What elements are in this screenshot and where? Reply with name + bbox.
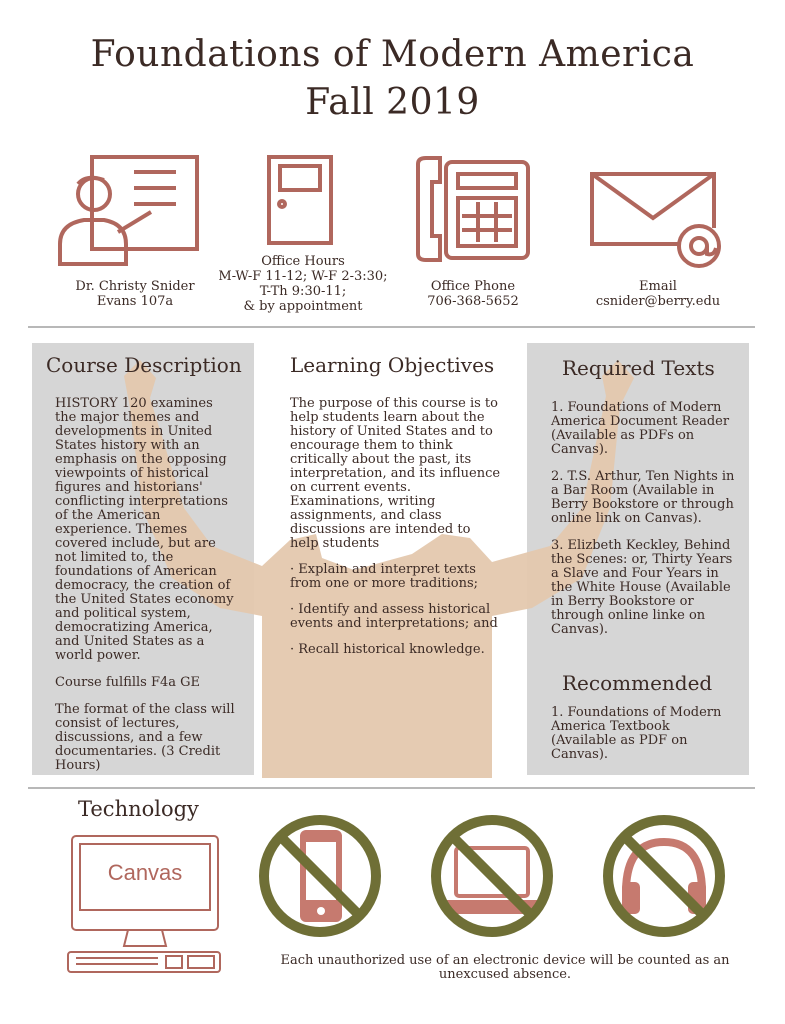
required-texts-list — [551, 401, 736, 650]
device-policy-notice: Each unauthorized use of an electronic device will be counted as an unexcused absence. — [280, 953, 730, 982]
email-address: csnider@berry.edu — [595, 294, 721, 309]
learning-objectives-title: Learning Objectives — [290, 353, 495, 377]
recommended-item: 1. Foundations of Modern America Textbook (Available as PDF on Canvas). — [551, 705, 722, 762]
office-hours-info — [218, 254, 388, 314]
office-hours-line2: T-Th 9:30-11; — [259, 284, 347, 299]
no-laptop-icon — [428, 812, 556, 940]
required-texts-title: Required Texts — [562, 356, 715, 380]
door-icon — [266, 154, 334, 246]
phone-number: 706-368-5652 — [427, 294, 519, 309]
instructor-info — [60, 279, 210, 309]
phone-label: Office Phone — [430, 279, 516, 294]
office-hours-line1: M-W-F 11-12; W-F 2-3:30; — [218, 269, 388, 284]
objectives-intro: The purpose of this course is to help students learn about the history of United States and to encourage them to think critically about the past, its interpretation, and its influence on current events. Examinations, writing assignments, and class discussions are intended to help students — [290, 396, 501, 551]
office-hours-label: Office Hours — [261, 254, 345, 269]
no-headphones-icon — [600, 812, 728, 940]
course-description-title: Course Description — [46, 353, 242, 377]
learning-objectives-text — [290, 397, 502, 670]
page-title: Foundations of Modern America — [90, 34, 695, 75]
top-divider — [28, 326, 755, 328]
page-subtitle: Fall 2019 — [305, 82, 480, 123]
computer-screen-label: Canvas — [107, 860, 183, 885]
required-text-item: 3. Elizbeth Keckley, Behind the Scenes: or, Thirty Years a Slave and Four Years in the White House (Available in Berry Bookstore or through online linke on Canvas). — [551, 538, 733, 637]
email-info — [578, 279, 738, 309]
course-format-text: The format of the class will consist of lectures, discussions, and a few documentaries. (3 Credit Hours) — [55, 702, 235, 773]
objective-item: · Recall historical knowledge. — [290, 642, 485, 657]
instructor-room: Evans 107a — [96, 294, 174, 309]
course-fulfills-text: Course fulfills F4a GE — [55, 675, 201, 690]
phone-info — [398, 279, 548, 309]
computer-icon — [66, 834, 226, 976]
envelope-icon — [588, 170, 724, 270]
instructor-name: Dr. Christy Snider — [75, 279, 195, 294]
bottom-divider — [28, 787, 755, 789]
office-hours-line3: & by appointment — [243, 299, 363, 314]
recommended-list — [551, 706, 736, 775]
technology-title: Technology — [78, 797, 199, 821]
course-description-paragraph: HISTORY 120 examines the major themes and developments in United States history with an emphasis on the opposing viewpoints of historical figures and historians' conflicting interpretations of the American experience. Themes covered include, but are not limited to, the foundations of American democracy, the creation of the United States economy and political system, democratizing America, and United States as a world power. — [55, 396, 234, 663]
objective-item: · Explain and interpret texts from one or more traditions; — [290, 562, 479, 591]
required-text-item: 1. Foundations of Modern America Document Reader (Available as PDFs on Canvas). — [551, 400, 730, 457]
required-text-item: 2. T.S. Arthur, Ten Nights in a Bar Room (Available in Berry Bookstore or through online link on Canvas). — [551, 469, 735, 526]
course-description-text — [55, 397, 235, 786]
recommended-title: Recommended — [562, 671, 713, 695]
email-label: Email — [639, 279, 677, 294]
objective-item: · Identify and assess historical events and interpretations; and — [290, 602, 498, 631]
no-phone-icon — [256, 812, 384, 940]
teacher-icon — [56, 154, 201, 270]
phone-icon — [414, 156, 532, 264]
